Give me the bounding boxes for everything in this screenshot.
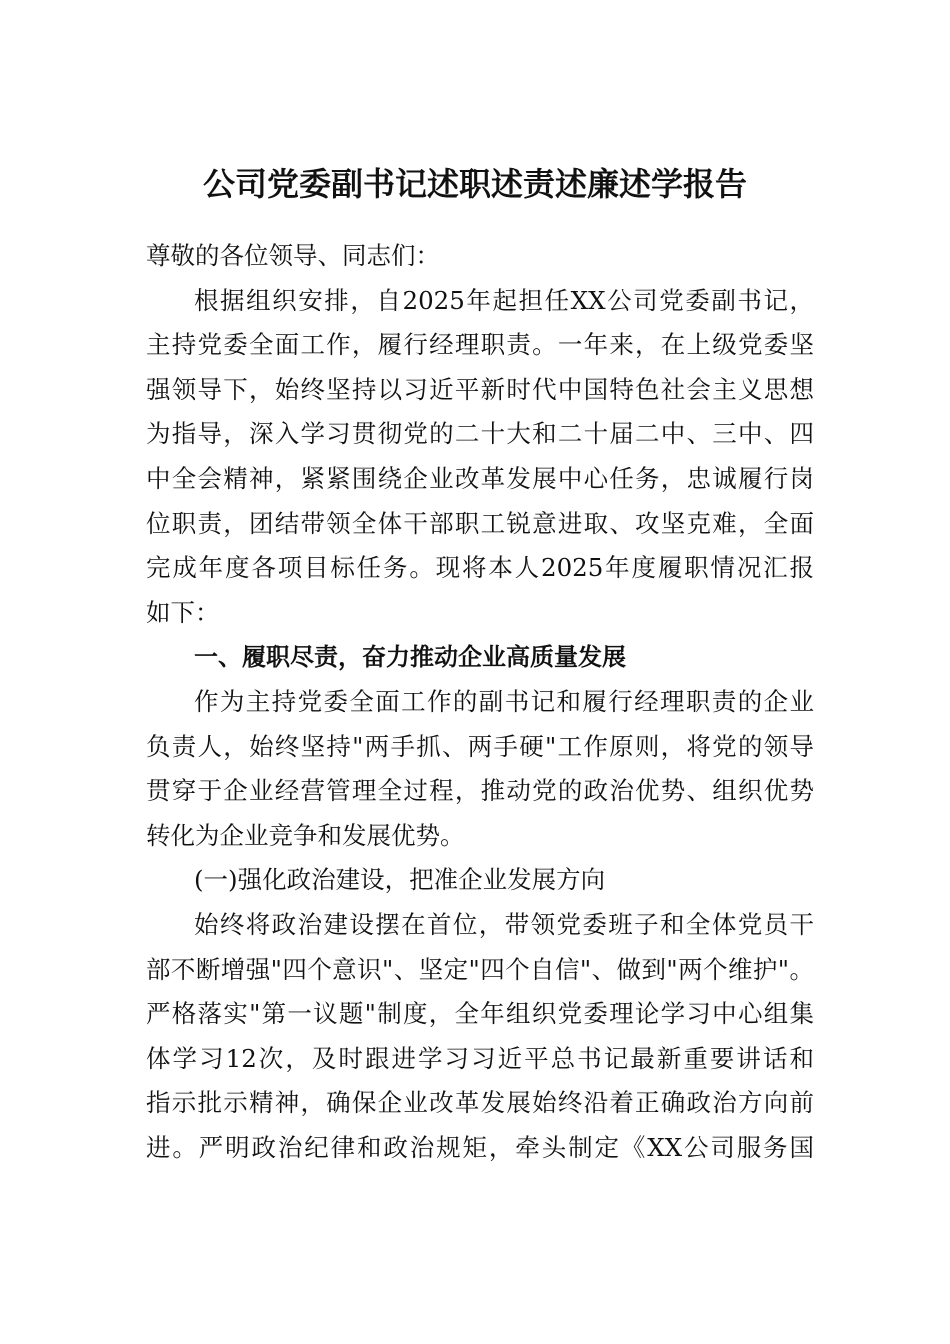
paragraph-line: 强领导下，始终坚持以习近平新时代中国特色社会主义思想	[146, 374, 814, 404]
document-body	[146, 234, 814, 1170]
paragraph-line: 完成年度各项目标任务。现将本人2025年度履职情况汇报	[146, 553, 814, 583]
paragraph-line: 负责人，始终坚持"两手抓、两手硬"工作原则，将党的领导	[146, 731, 814, 761]
subsection1-paragraph	[146, 903, 814, 1171]
paragraph-line: 根据组织安排，自2025年起担任XX公司党委副书记，	[194, 285, 814, 315]
paragraph-line: 贯穿于企业经营管理全过程，推动党的政治优势、组织优势	[146, 776, 814, 806]
paragraph-line: 转化为企业竞争和发展优势。	[146, 820, 465, 850]
intro-paragraph	[146, 279, 814, 636]
paragraph-line: 主持党委全面工作，履行经理职责。一年来，在上级党委坚	[146, 330, 814, 360]
paragraph-line: 指示批示精神，确保企业改革发展始终沿着正确政治方向前	[146, 1088, 814, 1118]
paragraph-line: 位职责，团结带领全体干部职工锐意进取、攻坚克难，全面	[146, 508, 814, 538]
paragraph-line: 为指导，深入学习贯彻党的二十大和二十届二中、三中、四	[146, 419, 814, 449]
subsection-heading: (一)强化政治建设，把准企业发展方向	[194, 865, 606, 895]
salutation: 尊敬的各位领导、同志们：	[146, 241, 440, 270]
document-title: 公司党委副书记述职述责述廉述学报告	[202, 165, 747, 203]
paragraph-line: 体学习12次，及时跟进学习习近平总书记最新重要讲话和	[146, 1043, 814, 1073]
paragraph-line: 部不断增强"四个意识"、坚定"四个自信"、做到"两个维护"。	[146, 954, 814, 984]
section-heading: 一、履职尽责，奋力推动企业高质量发展	[194, 643, 626, 672]
section1-paragraph	[146, 680, 814, 858]
paragraph-line: 严格落实"第一议题"制度，全年组织党委理论学习中心组集	[146, 999, 814, 1029]
paragraph-line: 中全会精神，紧紧围绕企业改革发展中心任务，忠诚履行岗	[146, 463, 814, 493]
paragraph-line: 进。严明政治纪律和政治规矩，牵头制定《XX公司服务国	[146, 1132, 814, 1162]
paragraph-line: 如下：	[146, 597, 220, 627]
paragraph-line: 作为主持党委全面工作的副书记和履行经理职责的企业	[194, 686, 814, 716]
paragraph-line: 始终将政治建设摆在首位，带领党委班子和全体党员干	[194, 909, 814, 939]
